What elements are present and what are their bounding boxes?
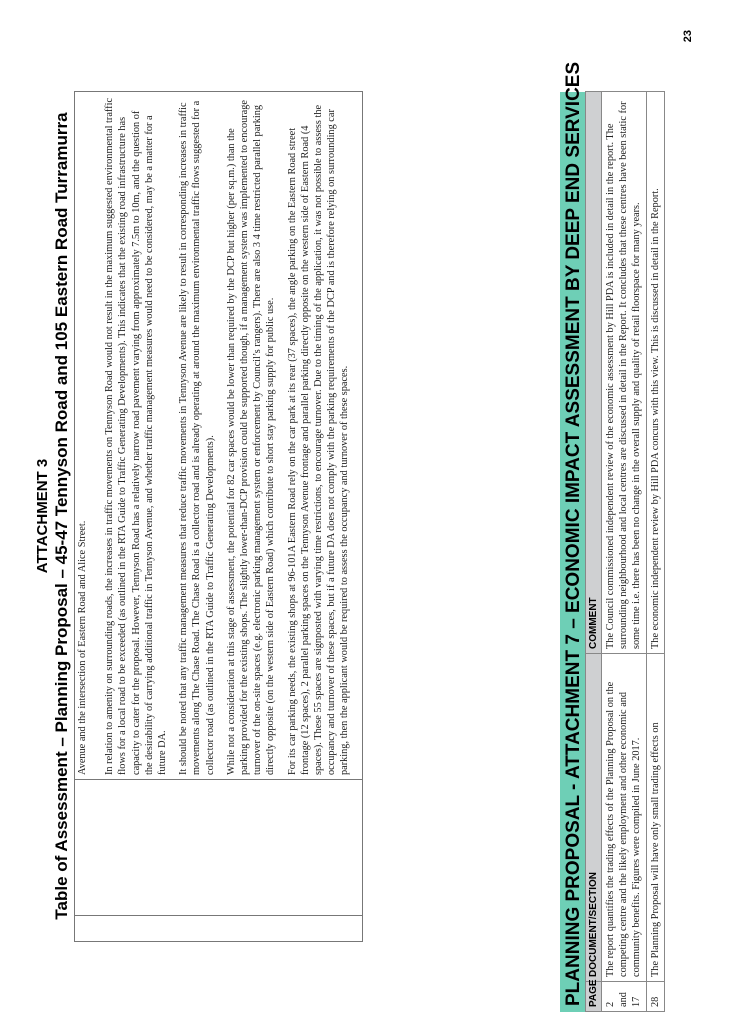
- comment-paragraph: While not a consideration at this stage of assessment, the potential for 82 car spaces would be lower than required by the DCP but higher (per sq.m.) than the parking provided for the existing shops. The slightly lower-than-DCP provision could be supported though, if a management system was implemented to encourage turnover of the on-site spaces (e.g. electronic parking management system or enforcement by Council’s rangers). There are also 3 4 time restricted parallel parking directly opposite (on the western side of Eastern Road) which contribute to short stay parking supply for public use.: [225, 100, 277, 775]
- column-header-document: DOCUMENT/SECTION: [586, 654, 602, 982]
- assessment-table: [74, 91, 363, 942]
- comment-cell: The Council commissioned independent review of the economic assessment by Hill PDA is included in detail in the report. The surrounding neighbourhood and local centres are discussed in detail in the Report. It concludes that these centres have been static for some time i.e. there has been no change in the overall supply and quality of retail floorspace for many years.: [602, 92, 647, 654]
- comment-cell: The economic independent review by Hill PDA concurs with this view. This is discussed in detail in the Report.: [646, 92, 664, 654]
- document-cell: The Planning Proposal will have only small trading effects on: [646, 654, 664, 982]
- table-row: [646, 92, 664, 1012]
- page-cell: 28: [646, 982, 664, 1012]
- economic-assessment-table: [585, 91, 665, 1012]
- column-header-comment: COMMENT: [586, 92, 602, 654]
- page-title: Table of Assessment – Planning Proposal – 45-47 Tennyson Road and 105 Eastern Road Turramurra: [52, 112, 71, 920]
- page-cell: [75, 916, 363, 942]
- page-number: 23: [682, 30, 694, 43]
- attachment-label: ATTACHMENT 3: [34, 458, 51, 574]
- table-row: [602, 92, 647, 1012]
- document-cell: [75, 780, 363, 916]
- comment-paragraph: Avenue and the intersection of Eastern Road and Alice Street.: [77, 520, 88, 775]
- comment-paragraph: In relation to amenity on surrounding roads, the increases in traffic movements on Tennyson Road would not result in the maximum suggested environmental traffic flows for a local road to be exceeded (as outlined in the RTA Guide to Traffic Generating Developments). This indicates that the existing road infrastructure has capacity to cater for the proposal. However, Tennyson Road has a relatively narrow road pavement varying from approximately 7.5m to 10m, and the question of the desirability of carrying additional traffic in Tennyson Avenue, and whether traffic management measures would need to be considered, may be a matter for a future DA.: [104, 97, 169, 775]
- column-header-page: PAGE: [586, 982, 602, 1012]
- comment-paragraph: For its car parking needs, the existing shops at 96-101A Eastern Road rely on the car park at its rear (37 spaces), the angle parking on the Eastern Road street frontage (12 spaces), 2 parallel parking spaces on the Tennyson Avenue frontage and parallel parking directly opposite on the western side of Eastern Road (4 spaces). These 55 spaces are signposted with varying time restrictions, to encourage turnover. Due to the timing of the application, it was not possible to assess the occupancy and turnover of these spaces, but if a future DA does not comply with the parking requirements of the DCP and is therefore relying on surrounding car parking, then the applicant would be required to assess the occupancy and turnover of these spaces.: [286, 104, 351, 775]
- table-row: [75, 92, 363, 942]
- table-header-row: [586, 92, 602, 1012]
- comment-paragraph: It should be noted that any traffic management measures that reduce traffic movements in Tennyson Avenue are likely to result in corresponding increases in traffic movements along The Chase Road. The Chase Road is a collector road and is already operating at around the maximum environmental traffic flows suggested for a collector road (as outlined in the RTA Guide to Traffic Generating Developments).: [178, 100, 216, 775]
- page-cell: 2 and 17: [602, 982, 647, 1012]
- comment-cell: [75, 92, 363, 780]
- document-cell: The report quantifies the trading effects of the Planning Proposal on the competing centre and the likely employment and other economic and community benefits. Figures were compiled in June 2017.: [602, 654, 647, 982]
- section-header: PLANNING PROPOSAL - ATTACHMENT 7 – ECONOMIC IMPACT ASSESSMENT BY DEEP END SERVICES: [560, 92, 587, 1012]
